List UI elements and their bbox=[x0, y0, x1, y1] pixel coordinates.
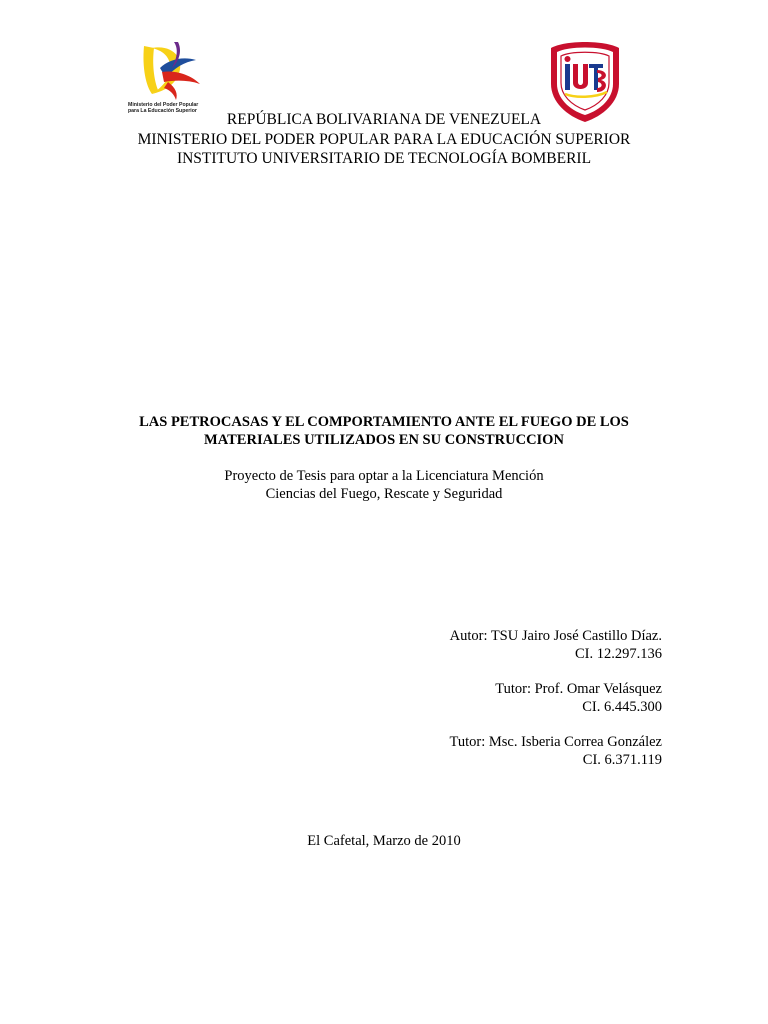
header-ministry: MINISTERIO DEL PODER POPULAR PARA LA EDUCACIÓN SUPERIOR bbox=[137, 130, 631, 148]
thesis-subtitle bbox=[0, 467, 768, 503]
thesis-subtitle-line2: Ciencias del Fuego, Rescate y Seguridad bbox=[265, 486, 503, 502]
thesis-subtitle-line1: Proyecto de Tesis para optar a la Licenciatura Mención bbox=[224, 468, 544, 484]
thesis-title-line1: LAS PETROCASAS Y EL COMPORTAMIENTO ANTE EL FUEGO DE LOS bbox=[139, 414, 629, 430]
author-name: Autor: TSU Jairo José Castillo Díaz. bbox=[449, 628, 662, 644]
tutor-group-1 bbox=[322, 680, 662, 716]
thesis-title-line2: MATERIALES UTILIZADOS EN SU CONSTRUCCION bbox=[204, 432, 564, 448]
tutor-group-2 bbox=[322, 733, 662, 769]
thesis-title bbox=[0, 413, 768, 449]
author-group bbox=[322, 627, 662, 663]
tutor2-name: Tutor: Msc. Isberia Correa González bbox=[449, 734, 662, 750]
ministry-caption-line2: para La Educación Superior bbox=[128, 108, 197, 115]
tutor1-name: Tutor: Prof. Omar Velásquez bbox=[495, 681, 662, 697]
place-date: El Cafetal, Marzo de 2010 bbox=[307, 833, 461, 849]
tutor1-id: CI. 6.445.300 bbox=[582, 699, 662, 715]
author-id: CI. 12.297.136 bbox=[575, 646, 662, 662]
ministry-education-logo-icon bbox=[138, 38, 204, 100]
credits-block bbox=[322, 627, 662, 786]
header-republic: REPÚBLICA BOLIVARIANA DE VENEZUELA bbox=[226, 111, 542, 128]
header-institute: INSTITUTO UNIVERSITARIO DE TECNOLOGÍA BOMBERIL bbox=[176, 150, 592, 167]
ministry-caption-line1: Ministerio del Poder Popular bbox=[128, 102, 199, 108]
institution-header bbox=[0, 110, 768, 169]
tutor2-id: CI. 6.371.119 bbox=[582, 752, 662, 768]
